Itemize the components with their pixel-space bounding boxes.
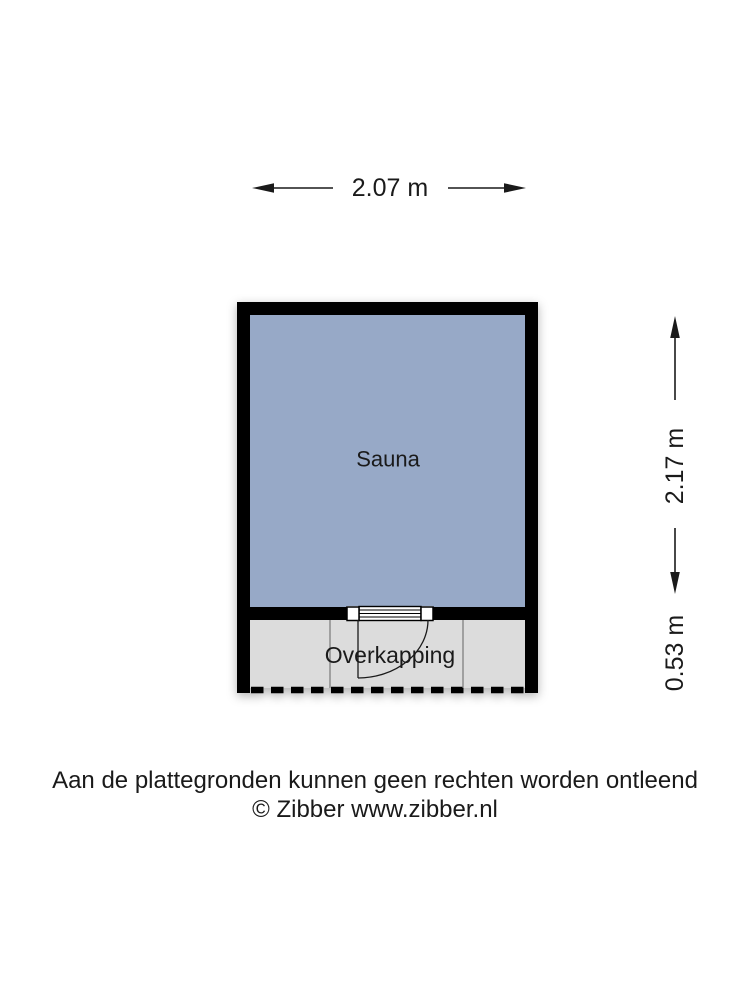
dimension-sauna-depth: [661, 316, 689, 594]
wall-right: [525, 302, 538, 693]
room-label-sauna: Sauna: [356, 446, 420, 472]
room-label-overkapping: Overkapping: [324, 642, 456, 668]
arrowhead-right-icon: [504, 183, 526, 193]
dimension-sauna-depth-label: 2.17 m: [661, 427, 689, 505]
arrowhead-down-icon: [670, 572, 680, 594]
door-jamb-right: [421, 607, 433, 621]
arrowhead-up-icon: [670, 316, 680, 338]
wall-top: [237, 302, 538, 315]
disclaimer-text: Aan de plattegronden kunnen geen rechten worden ontleend: [52, 767, 698, 794]
dimension-canopy-depth-label: 0.53 m: [661, 614, 689, 692]
building-outline: [237, 302, 538, 693]
wall-left: [237, 302, 250, 693]
dimension-width: [252, 174, 526, 202]
door-jamb-left: [347, 607, 359, 621]
dimension-width-label: 2.07 m: [351, 174, 429, 202]
footer: [0, 766, 750, 824]
window-symbol: [347, 607, 433, 621]
arrowhead-left-icon: [252, 183, 274, 193]
copyright-text: © Zibber www.zibber.nl: [252, 796, 498, 823]
